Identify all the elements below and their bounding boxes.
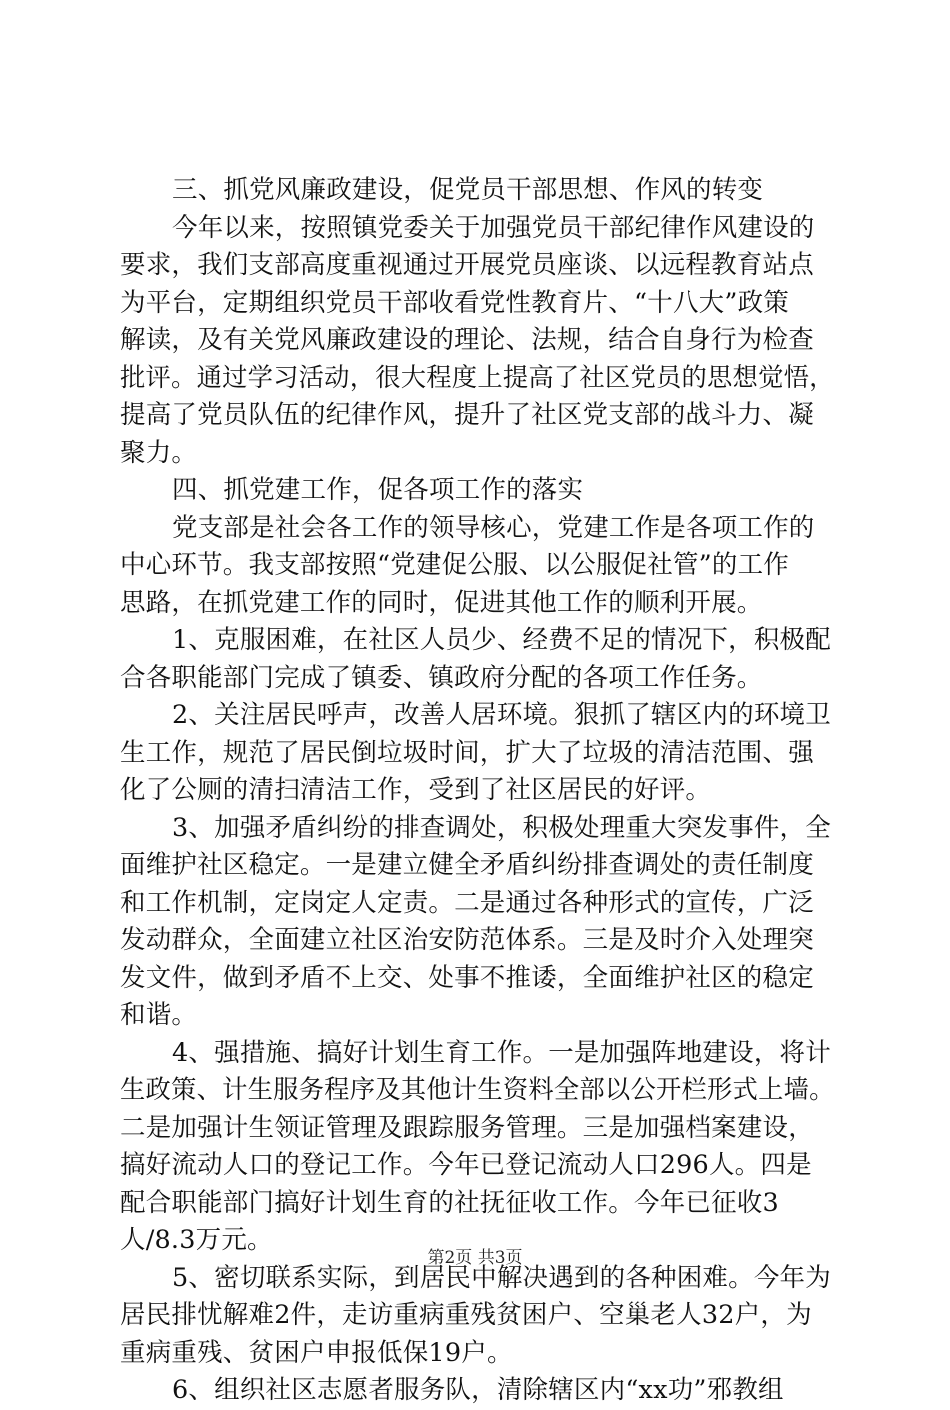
text-line: 1、克服困难，在社区人员少、经费不足的情况下，积极配 (172, 625, 831, 655)
text-line: 要求，我们支部高度重视通过开展党员座谈、以远程教育站点 (120, 250, 814, 280)
text-line: 生政策、计生服务程序及其他计生资料全部以公开栏形式上墙。 (120, 1075, 835, 1105)
text-line: 聚力。 (120, 437, 198, 468)
text-line: 搞好流动人口的登记工作。今年已登记流动人口296人。四是 (120, 1150, 812, 1180)
text-line: 人/8.3万元。 (120, 1225, 273, 1255)
text-line: 居民排忧解难2件，走访重病重残贫困户、空巢老人32户，为 (120, 1300, 812, 1330)
page-body (120, 172, 835, 1410)
text-line: 化了公厕的清扫清洁工作，受到了社区居民的好评。 (120, 775, 712, 805)
text-line: 重病重残、贫困户申报低保19户。 (120, 1337, 513, 1368)
text-line: 和工作机制，定岗定人定责。二是通过各种形式的宣传，广泛 (120, 887, 814, 918)
text-line: 4、强措施、搞好计划生育工作。一是加强阵地建设，将计 (172, 1037, 831, 1068)
text-line: 合各职能部门完成了镇委、镇政府分配的各项工作任务。 (120, 662, 763, 693)
text-line: 中心环节。我支部按照“党建促公服、以公服促社管”的工作 (120, 550, 789, 580)
text-line: 发文件，做到矛盾不上交、处事不推诿，全面维护社区的稳定 (120, 962, 814, 993)
text-line: 四、抓党建工作，促各项工作的落实 (172, 475, 584, 505)
text-line: 二是加强计生领证管理及跟踪服务管理。三是加强档案建设， (120, 1112, 814, 1143)
text-line: 面维护社区稳定。一是建立健全矛盾纠纷排查调处的责任制度 (120, 850, 814, 880)
text-line: 发动群众，全面建立社区治安防范体系。三是及时介入处理突 (120, 925, 814, 955)
text-line: 思路，在抓党建工作的同时，促进其他工作的顺利开展。 (120, 587, 763, 618)
text-line: 6、组织社区志愿者服务队，清除辖区内“xx功”邪教组 (172, 1375, 784, 1405)
text-line: 解读，及有关党风廉政建设的理论、法规，结合自身行为检查 (120, 325, 814, 355)
text-line: 批评。通过学习活动，很大程度上提高了社区党员的思想觉悟， (120, 362, 835, 393)
text-line: 配合职能部门搞好计划生育的社抚征收工作。今年已征收3 (120, 1187, 779, 1218)
text-line: 和谐。 (120, 1000, 198, 1030)
text-line: 生工作，规范了居民倒垃圾时间，扩大了垃圾的清洁范围、强 (120, 737, 814, 768)
text-line: 今年以来，按照镇党委关于加强党员干部纪律作风建设的 (172, 212, 815, 243)
text-line: 5、密切联系实际，到居民中解决遇到的各种困难。今年为 (172, 1262, 831, 1293)
text-line: 党支部是社会各工作的领导核心，党建工作是各项工作的 (172, 512, 815, 543)
text-line: 2、关注居民呼声，改善人居环境。狠抓了辖区内的环境卫 (172, 700, 831, 730)
page-footer: 第2页 共3页 (427, 1248, 523, 1268)
text-line: 为平台，定期组织党员干部收看党性教育片、“十八大”政策 (120, 287, 789, 318)
text-line: 提高了党员队伍的纪律作风，提升了社区党支部的战斗力、凝 (120, 400, 814, 430)
text-line: 3、加强矛盾纠纷的排查调处，积极处理重大突发事件，全 (172, 812, 831, 843)
text-line: 三、抓党风廉政建设，促党员干部思想、作风的转变 (172, 175, 764, 205)
